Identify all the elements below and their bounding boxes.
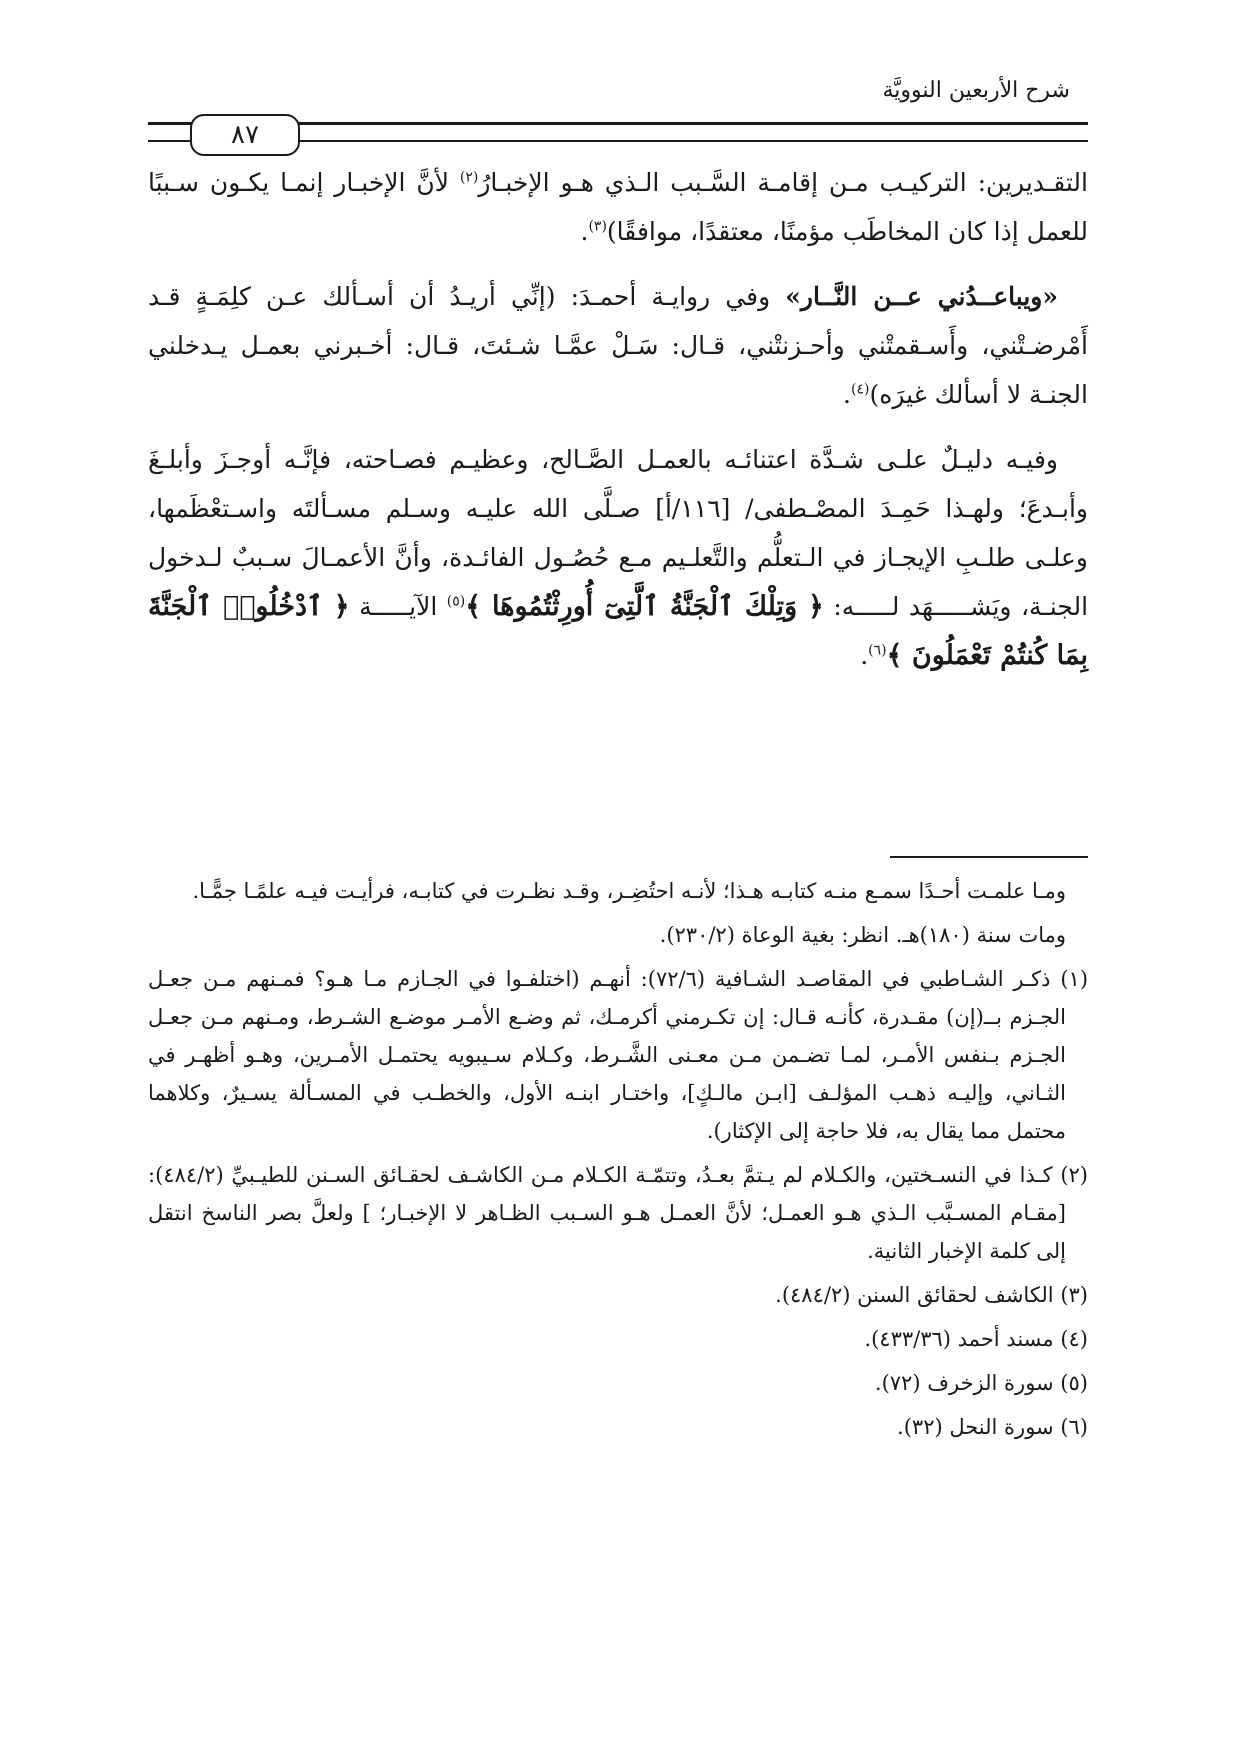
footnote-ref: (٤) bbox=[851, 381, 870, 398]
footnote-1: (١) ذكـر الشـاطبي في المقاصـد الشـافية (٧٢/٦): أنهـم (اختلفـوا في الجـازم مـا هـو؟ فمـنهم مـن جعـل الجـزم بــ(إن) مقـدرة، كأنـه قـال: إن تكـرمني أكرمـك، ثم وضـع الأمـر موضـع الشـرط، ومـنهم مـن جعـل الجـزم بـنفس الأمـر، لمـا تضـمن مـن معـنى الشَّـرط، وكـلام سـيبويه يحتمـل الأمـرين، وهـو أظهـر في الثـاني، وإليـه ذهـب المؤلـف [ابـن مالـكٍ]، واختـار ابنـه الأول، والخطـب في المسـألة يسـيرٌ، وكلاهما محتمل مما يقال به، فلا حاجة إلى الإكثار). bbox=[148, 967, 1089, 1143]
main-text bbox=[148, 158, 1088, 696]
running-header-title: شرح الأربعين النوويَّة bbox=[882, 78, 1070, 103]
footnotes bbox=[148, 872, 1088, 1452]
footnote-5: (٥) سورة الزخرف (٧٢). bbox=[874, 1371, 1088, 1395]
footnote-separator bbox=[890, 856, 1088, 858]
paragraph-3: وفيـه دليـلٌ علـى شـدَّة اعتنائـه بالعمـل الصَّـالح، وعظيـم فصـاحته، فإنَّـه أوجـزَ وأبلـغَ وأبـدعَ؛ ولهـذا حَمِـدَ المصْـطفى/ [١١٦/أ] صـلَّى الله عليـه وسـلم مسـألتَه واسـتعْظَمها، وعلـى طلـبِ الإيجـاز في الـتعلُّم والتَّعلـيم مـع حُصُـول الفائـدة، وأنَّ الأعمـالَ سـببٌ لـدخول الجنـة، ويَشـــــهَد لـــــه: ﴿ وَتِلْكَ ٱلْجَنَّةُ ٱلَّتِىٓ أُورِثْتُمُوهَا ﴾$^{(٥)}$ الآيـــــة ﴿ ٱدْخُلُوا۟ ٱلْجَنَّةَ بِمَا كُنتُمْ تَعْمَلُونَ ﴾$^{(٦)}$. bbox=[148, 445, 1089, 671]
footnote-2: (٢) كـذا في النسـختين، والكـلام لم يـتمَّ بعـدُ، وتتمّـة الكـلام مـن الكاشـف لحقـائق السـنن للطيـبيِّ (٤٨٤/٢): [مقـام المسـبَّب الـذي هـو العمـل؛ لأنَّ العمـل هـو السـبب الظـاهر لا الإخبـار؛ ] ولعلَّ بصر الناسخ انتقل إلى كلمة الإخبار الثانية. bbox=[148, 1163, 1088, 1263]
footnote-ref: (٥) bbox=[446, 593, 466, 610]
footnote-6: (٦) سورة النحل (٣٢). bbox=[897, 1415, 1088, 1439]
hadith-quote: «ويباعــدُني عــن النَّــار» bbox=[785, 282, 1058, 311]
page-number: ٨٧ bbox=[231, 120, 259, 150]
paragraph-2: «ويباعــدُني عــن النَّــار» وفي روايـة أحمـدَ: (إنِّي أريـدُ أن أسـألك عـن كلِمَـةٍ قـد أَمْرضـتْني، وأَسـقمتْني وأحـزنتْني، قـال: سَـلْ عمَّـا شـئتَ، قـال: أخـبرني بعمـل يـدخلني الجنـة لا أسألك غيرَه)$^{(٤)}$. bbox=[148, 282, 1088, 409]
quran-verse: ﴿ ٱدْخُلُوا۟ ٱلْجَنَّةَ بِمَا كُنتُمْ تَعْمَلُونَ ﴾ bbox=[148, 591, 1088, 671]
footnote-continuation: ومـا علمـت أحـدًا سمـع منـه كتابـه هـذا؛ لأنـه احتُضِـر، وقـد نظـرت في كتابـه، فرأيـت فيـه علمًـا جمًّـا. bbox=[192, 879, 1066, 903]
footnote-3: (٣) الكاشف لحقائق السنن (٤٨٤/٢). bbox=[775, 1283, 1088, 1307]
quran-verse: ﴿ وَتِلْكَ ٱلْجَنَّةُ ٱلَّتِىٓ أُورِثْتُمُوهَا ﴾ bbox=[465, 591, 824, 622]
paragraph-1: التقـديرين: التركيـب مـن إقامـة السَّـبب الـذي هـو الإخبـارُ$^{(٢)}$ لأنَّ الإخبـار إنمـا يكـون سـببًا للعمل إذا كان المخاطَب مؤمنًا، معتقدًا، موافقًا)$^{(٣)}$. bbox=[148, 168, 1088, 246]
page-number-badge bbox=[190, 114, 300, 156]
footnote-ref: (٦) bbox=[868, 642, 887, 659]
footnote-ref: (٣) bbox=[588, 218, 607, 235]
footnote-4: (٤) مسند أحمد (٤٣٣/٣٦). bbox=[864, 1327, 1088, 1351]
footnote-ref: (٢) bbox=[459, 169, 479, 186]
footnote-continuation: ومات سنة (١٨٠)هـ. انظر: بغية الوعاة (٢٣٠/٢). bbox=[659, 923, 1066, 947]
